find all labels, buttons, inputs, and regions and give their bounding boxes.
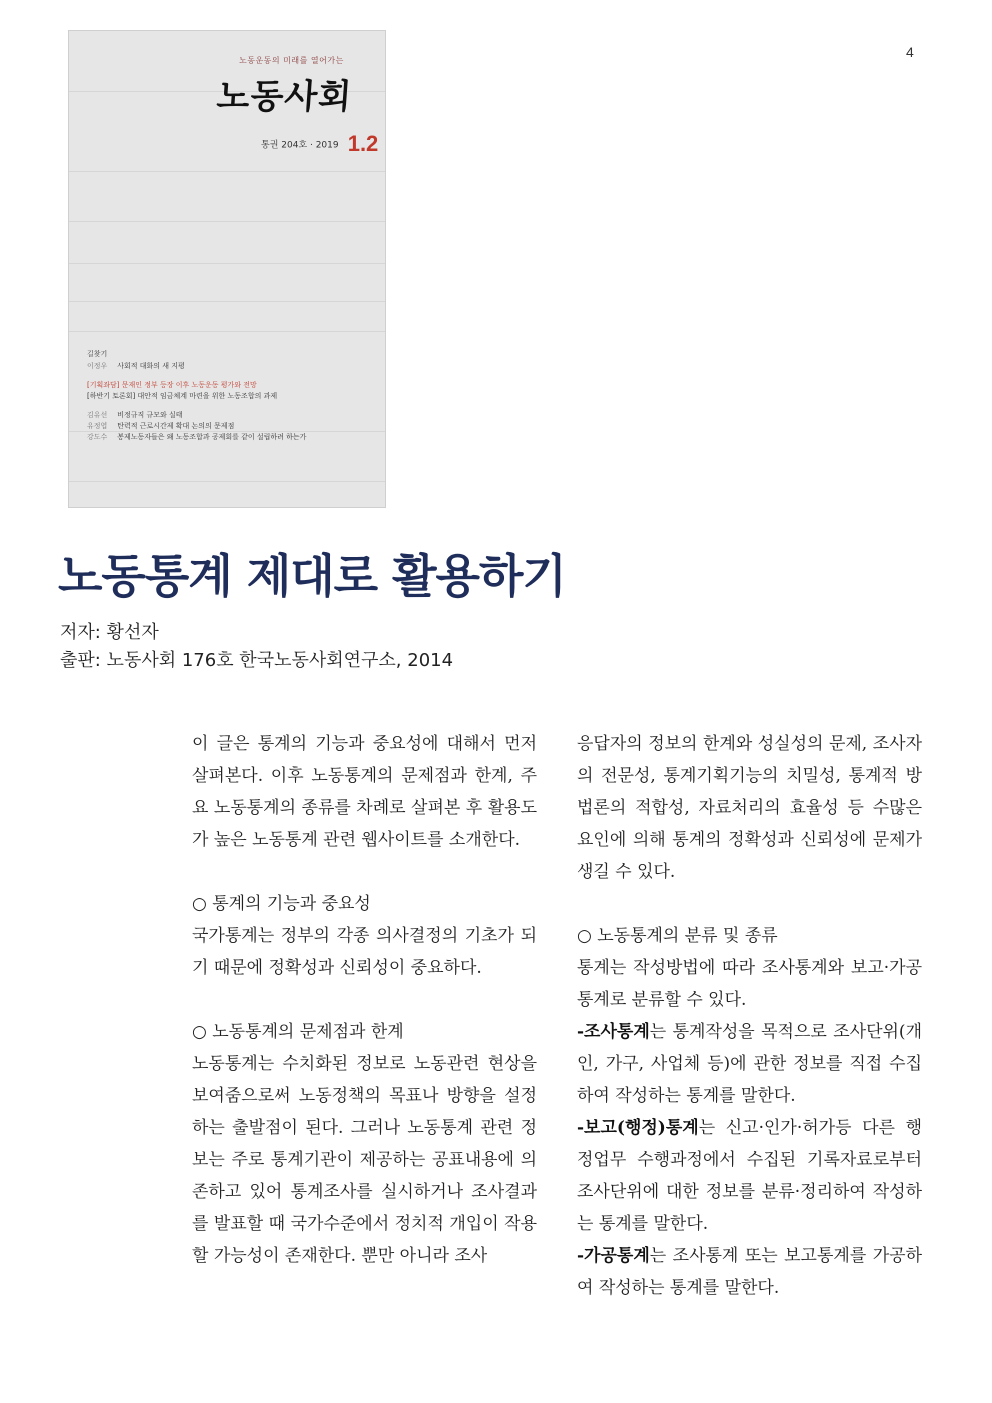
magazine-cover-image: [68, 30, 386, 508]
definition-administrative-statistics: -보고(행정)통계는 신고·인가·허가등 다른 행정업무 수행과정에서 수집된 기록자료로부터 조사단위에 대한 정보를 분류·정리하여 작성하는 통계를 말한다.: [577, 1118, 922, 1234]
toc-item: 유정엽 탄력적 근로시간제 확대 논의의 문제점: [87, 422, 235, 430]
toc-item: [기획좌담] 문재인 정부 등장 이후 노동운동 평가와 전망: [87, 381, 257, 389]
cover-table-of-contents: [87, 349, 306, 443]
toc-item: 이정우 사회적 대화의 새 지평: [87, 362, 185, 370]
article-title: 노동통계 제대로 활용하기: [58, 549, 566, 603]
toc-item: [하반기 토론회] 대안적 임금체계 마련을 위한 노동조합의 과제: [87, 392, 278, 400]
definition-processed-statistics: -가공통계는 조사통계 또는 보고통계를 가공하여 작성하는 통계를 말한다.: [577, 1246, 922, 1298]
article-author: 저자: 황선자: [60, 622, 159, 643]
toc-section: 길찾기: [87, 350, 108, 358]
cover-issue: 통권 204호 · 2019: [261, 140, 339, 151]
section-heading: ○ 노동통계의 분류 및 종류: [577, 926, 778, 946]
term: -조사통계: [577, 1022, 650, 1042]
definition-survey-statistics: -조사통계는 통계작성을 목적으로 조사단위(개인, 가구, 사업체 등)에 관한 정보를 직접 수집하여 작성하는 통계를 말한다.: [577, 1022, 922, 1106]
section-paragraph: 노동통계는 수치화된 정보로 노동관련 현상을 보여줌으로써 노동정책의 목표나 방향을 설정하는 출발점이 된다. 그러나 노동통계 관련 정보는 주로 통계기관이 제공하는 공표내용에 의존하고 있어 통계조사를 실시하거나 조사결과를 발표할 때 국가수준에서 정치적 개입이 작용할 가능성이 존재한다. 뿐만 아니라 조사: [192, 1054, 537, 1266]
cover-issue-line: [261, 131, 378, 157]
section-paragraph-continued: 응답자의 정보의 한계와 성실성의 문제, 조사자의 전문성, 통계기획기능의 치밀성, 통계적 방법론의 적합성, 자료처리의 효율성 등 수많은 요인에 의해 통계의 정확성과 신뢰성에 문제가 생길 수 있다.: [577, 734, 922, 882]
toc-item: 강도수 봉제노동자들은 왜 노동조합과 공제회를 같이 설립하려 하는가: [87, 433, 307, 441]
section-heading: ○ 노동통계의 문제점과 한계: [192, 1022, 404, 1042]
section-paragraph: 국가통계는 정부의 각종 의사결정의 기초가 되기 때문에 정확성과 신뢰성이 중요하다.: [192, 926, 537, 978]
body-column-left: [192, 728, 537, 1272]
section-heading: ○ 통계의 기능과 중요성: [192, 894, 371, 914]
term: -보고(행정)통계: [577, 1118, 699, 1138]
section-paragraph: 통계는 작성방법에 따라 조사통계와 보고·가공통계로 분류할 수 있다.: [577, 958, 922, 1010]
cover-tagline: 노동운동의 미래를 열어가는: [239, 56, 344, 65]
article-source: 출판: 노동사회 176호 한국노동사회연구소, 2014: [60, 650, 454, 671]
intro-paragraph: 이 글은 통계의 기능과 중요성에 대해서 먼저 살펴본다. 이후 노동통계의 문제점과 한계, 주요 노동통계의 종류를 차례로 살펴본 후 활용도가 높은 노동통계 관련 웹사이트를 소개한다.: [192, 734, 537, 850]
toc-item: 김유선 비정규직 규모와 실태: [87, 411, 183, 419]
cover-title: 노동사회: [215, 77, 354, 117]
body-column-right: [577, 728, 922, 1304]
cover-month: 1.2: [347, 131, 379, 156]
page-number: 4: [906, 44, 914, 60]
term: -가공통계: [577, 1246, 650, 1266]
